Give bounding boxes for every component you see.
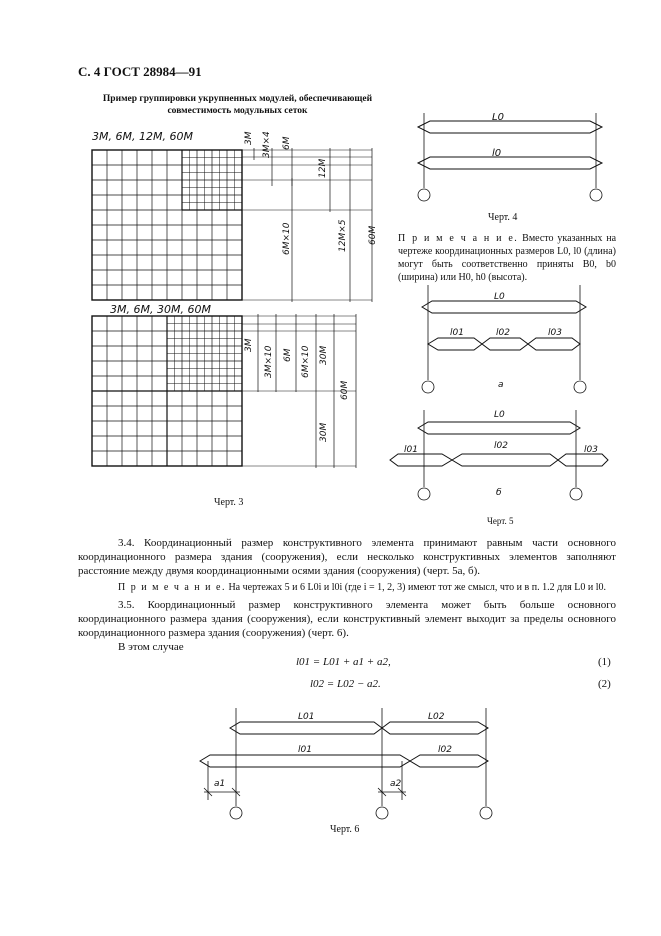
fig5b-sublabel: б — [496, 488, 502, 498]
note-3-4-text: На чертежах 5 и 6 L0i и l0i (где i = 1, 2, 3) имеют тот же смысл, что и в п. 1.2 для L0 и l0. — [228, 582, 607, 593]
fig5a-label-l02: l02 — [496, 328, 510, 338]
dim-6m-top: 6М — [282, 136, 292, 150]
fig6-label-L02: L02 — [428, 712, 445, 722]
equation-2: l02 = L02 − a2. — [310, 678, 381, 690]
fig6-label-L01: L01 — [298, 712, 315, 722]
dim-3mx4-top: 3М×4 — [262, 131, 272, 158]
equation-1-number: (1) — [598, 656, 611, 668]
paragraph-3-4: 3.4. Координационный размер конструктивного элемента принимают равным части основного координационного размера здания (сооружения), если несколько конструктивных элементов заполняют расстояние между двумя координационными осями здания (сооружения) (черт. 5а, б). — [78, 537, 616, 577]
dim-3m-bottom: 3М — [244, 338, 254, 352]
dim-60m-bottom: 60М — [340, 380, 350, 400]
note-3-4-prefix: П р и м е ч а н и е. — [118, 582, 226, 593]
fig5b-label-L0: L0 — [494, 410, 505, 420]
in-this-case: В этом случае — [118, 641, 184, 653]
fig3-caption: Черт. 3 — [214, 497, 244, 508]
equation-1: l01 = L01 + a1 + a2, — [296, 656, 391, 668]
fig3-title — [80, 93, 395, 117]
paragraph-3-5: 3.5. Координационный размер конструктивного элемента может быть больше основного координационного размера здания (сооружения), если конструктивный элемент выходит за пределы основного координационного размера здания (сооружения) (черт. 6). — [78, 599, 616, 639]
fig6-label-l02: l02 — [438, 745, 452, 755]
fig5a-label-l01: l01 — [450, 328, 464, 338]
fig6-label-l01: l01 — [298, 745, 312, 755]
fig3-grid-bottom — [92, 316, 242, 466]
dim-3mx10-bottom: 3М×10 — [264, 345, 274, 378]
dim-6mx10-top: 6М×10 — [282, 222, 292, 255]
fig4-label-l0: l0 — [492, 148, 502, 159]
fig3-bottom-label: 3М, 6М, 30М, 60М — [110, 303, 211, 316]
fig5b-drawing — [390, 410, 608, 500]
fig4-label-L0: L0 — [492, 112, 504, 123]
fig6-label-a1: a1 — [214, 779, 226, 789]
dim-30m-bottom-a: 30М — [319, 345, 329, 365]
dim-60m-top: 60М — [368, 225, 378, 245]
fig4-note — [398, 232, 616, 284]
fig4-note-prefix: П р и м е ч а н и е. — [398, 233, 519, 244]
fig6-label-a2: a2 — [390, 779, 402, 789]
fig3-dimensions — [242, 148, 372, 468]
fig5a-label-L0: L0 — [494, 292, 505, 302]
fig6-caption: Черт. 6 — [330, 824, 360, 835]
dim-6mx10-bottom: 6М×10 — [301, 345, 311, 378]
page-header: С. 4 ГОСТ 28984—91 — [78, 64, 202, 79]
fig5b-label-l02: l02 — [494, 441, 508, 451]
fig6-drawing — [200, 708, 492, 819]
fig5a-label-l03: l03 — [548, 328, 562, 338]
fig4-caption: Черт. 4 — [488, 212, 518, 223]
fig4-drawing — [418, 113, 602, 201]
fig3-title-line1: Пример группировки укрупненных модулей, обеспечивающей — [102, 94, 373, 104]
fig5-caption: Черт. 5 — [487, 516, 514, 526]
equation-2-number: (2) — [598, 678, 611, 690]
fig4-note-text: Вместо указанных на чертеже координационных размеров L0, l0 (длина) могут быть соответственно приняты B0, b0 (ширина) или H0, h0 (высота). — [398, 233, 617, 283]
fig3-top-label: 3М, 6М, 12М, 60М — [92, 130, 193, 143]
dim-12m-top: 12М — [318, 158, 328, 178]
dim-6m-bottom: 6М — [283, 348, 293, 362]
dim-3m-top: 3М — [244, 131, 254, 145]
fig5b-label-l03: l03 — [584, 445, 598, 455]
fig5b-label-l01: l01 — [404, 445, 418, 455]
fig3-grid-top — [92, 150, 242, 300]
fig3-title-line2: совместимость модульных сеток — [167, 106, 308, 116]
dim-12mx5-top: 12М×5 — [338, 219, 348, 252]
dim-30m-bottom-b: 30М — [319, 422, 329, 442]
fig5a-sublabel: а — [498, 380, 504, 390]
note-3-4 — [78, 581, 616, 595]
